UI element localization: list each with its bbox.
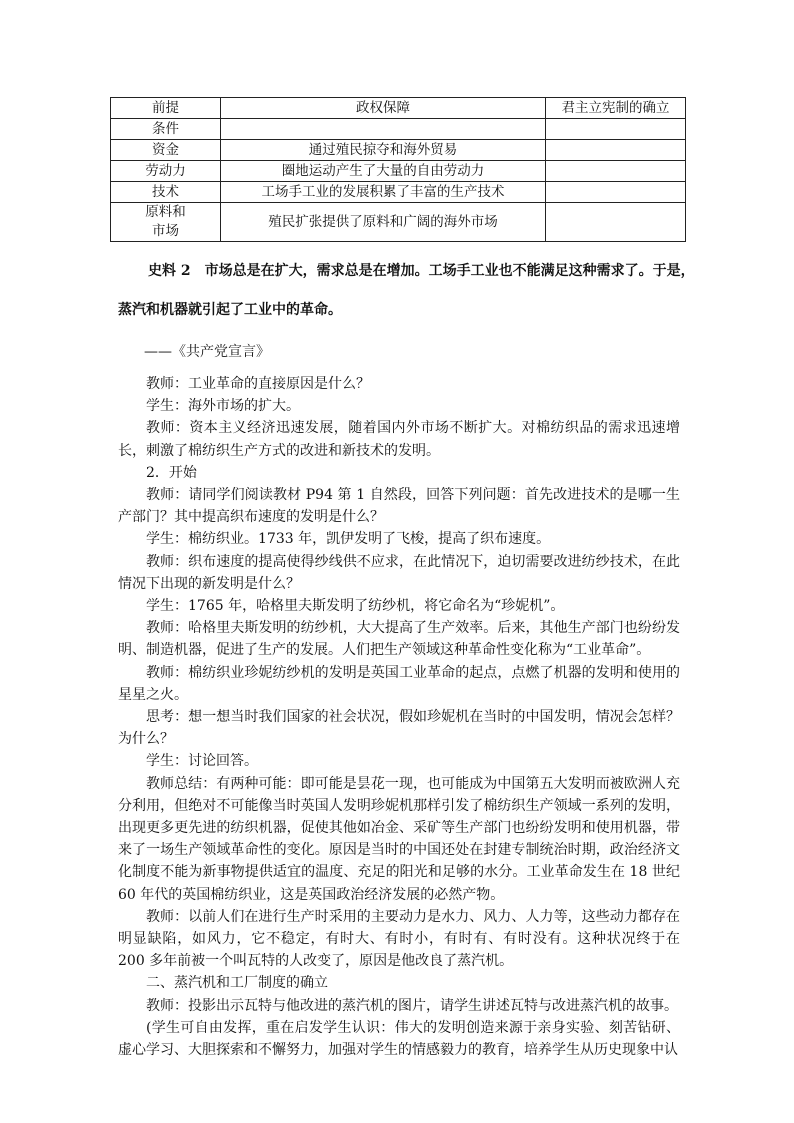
table-row [111, 161, 686, 182]
table-cell: 资金 [111, 140, 221, 161]
paragraph: 教师：以前人们在进行生产时采用的主要动力是水力、风力、人力等，这些动力都存在明显缺陷，如风力，它不稳定，有时大、有时小，有时有、有时没有。这种状况终于在 200 多年前被一个叫瓦特的人改变了，原因是他改良了蒸汽机。 [118, 908, 680, 970]
paragraph: (学生可自由发挥，重在启发学生认识：伟大的发明创造来源于亲身实验、刻苦钻研、虚心学习、大胆探索和不懈努力，加强对学生的情感毅力的教育，培养学生从历史现象中认 [118, 1019, 680, 1059]
paragraph: 教师总结：有两种可能：即可能是昙花一现，也可能成为中国第五大发明而被欧洲人充分利用，但绝对不可能像当时英国人发明珍妮机那样引发了棉纺织生产领域一系列的发明，出现更多更先进的纺织机器，促使其他如冶金、采矿等生产部门也纷纷发明和使用机器，带来了一场生产领域革命性的变化。原因是当时的中国还处在封建专制统治时期，政治经济文化制度不能为新事物提供适宜的温度、充足的阳光和足够的水分。工业革命发生在 18 世纪 60 年代的英国棉纺织业，这是英国政治经济发展的必然产物。 [118, 775, 680, 903]
table-row [111, 182, 686, 203]
table-cell: 条件 [111, 119, 221, 140]
table-row [111, 203, 686, 242]
lesson-text [118, 373, 680, 1061]
table-cell: 政权保障 [221, 98, 546, 119]
paragraph: 学生：海外市场的扩大。 [146, 398, 300, 415]
table-cell: 原料和 市场 [111, 203, 221, 242]
table-cell: 劳动力 [111, 161, 221, 182]
table-row [111, 98, 686, 119]
premise-table [110, 97, 686, 242]
table-cell [546, 119, 686, 140]
table-cell: 殖民扩张提供了原料和广阔的海外市场 [221, 203, 546, 242]
paragraph: 学生：讨论回答。 [146, 753, 258, 770]
paragraph: 教师：资本主义经济迅速发展，随着国内外市场不断扩大。对棉纺织品的需求迅速增长，刺激了棉纺织生产方式的改进和新技术的发明。 [118, 420, 680, 459]
table-cell: 君主立宪制的确立 [546, 98, 686, 119]
table-cell: 通过殖民掠夺和海外贸易 [221, 140, 546, 161]
paragraph: 教师：织布速度的提高使得纱线供不应求，在此情况下，迫切需要改进纺纱技术，在此情况下出现的新发明是什么？ [118, 553, 680, 592]
table-cell [546, 203, 686, 242]
paragraph: 学生：1765 年，哈格里夫斯发明了纺纱机，将它命名为“珍妮机”。 [146, 598, 565, 615]
quote-line-2: 蒸汽和机器就引起了工业中的革命。 [118, 302, 342, 318]
paragraph: 学生：棉纺织业。1733 年，凯伊发明了飞梭，提高了织布速度。 [146, 531, 551, 548]
quote-line-1: 史料 2 市场总是在扩大，需求总是在增加。工场手工业也不能满足这种需求了。于是， [148, 263, 695, 279]
table-cell [546, 140, 686, 161]
table-cell [221, 119, 546, 140]
table-row [111, 140, 686, 161]
table-cell: 技术 [111, 182, 221, 203]
table-cell: 圈地运动产生了大量的自由劳动力 [221, 161, 546, 182]
table-cell: 前提 [111, 98, 221, 119]
paragraph: 教师：哈格里夫斯发明的纺纱机，大大提高了生产效率。后来，其他生产部门也纷纷发明、制造机器，促进了生产的发展。人们把生产领域这种革命性变化称为“工业革命”。 [118, 620, 680, 659]
quote-source: ——《共产党宣言》 [144, 344, 270, 360]
paragraph: 教师：投影出示瓦特与他改进的蒸汽机的图片，请学生讲述瓦特与改进蒸汽机的故事。 [146, 997, 678, 1014]
section-heading: 二、蒸汽机和工厂制度的确立 [146, 975, 328, 992]
paragraph: 教师：工业革命的直接原因是什么？ [146, 376, 370, 392]
paragraph: 思考：想一想当时我们国家的社会状况，假如珍妮机在当时的中国发明，情况会怎样？为什么？ [118, 709, 680, 748]
paragraph: 教师：请同学们阅读教材 P94 第 1 自然段，回答下列问题：首先改进技术的是哪一生产部门？其中提高织布速度的发明是什么？ [118, 487, 680, 526]
paragraph: 2．开始 [146, 464, 197, 481]
table-cell [546, 161, 686, 182]
table-cell: 工场手工业的发展积累了丰富的生产技术 [221, 182, 546, 203]
paragraph: 教师：棉纺织业珍妮纺纱机的发明是英国工业革命的起点，点燃了机器的发明和使用的星星之火。 [118, 664, 680, 703]
table-cell [546, 182, 686, 203]
table-row [111, 119, 686, 140]
